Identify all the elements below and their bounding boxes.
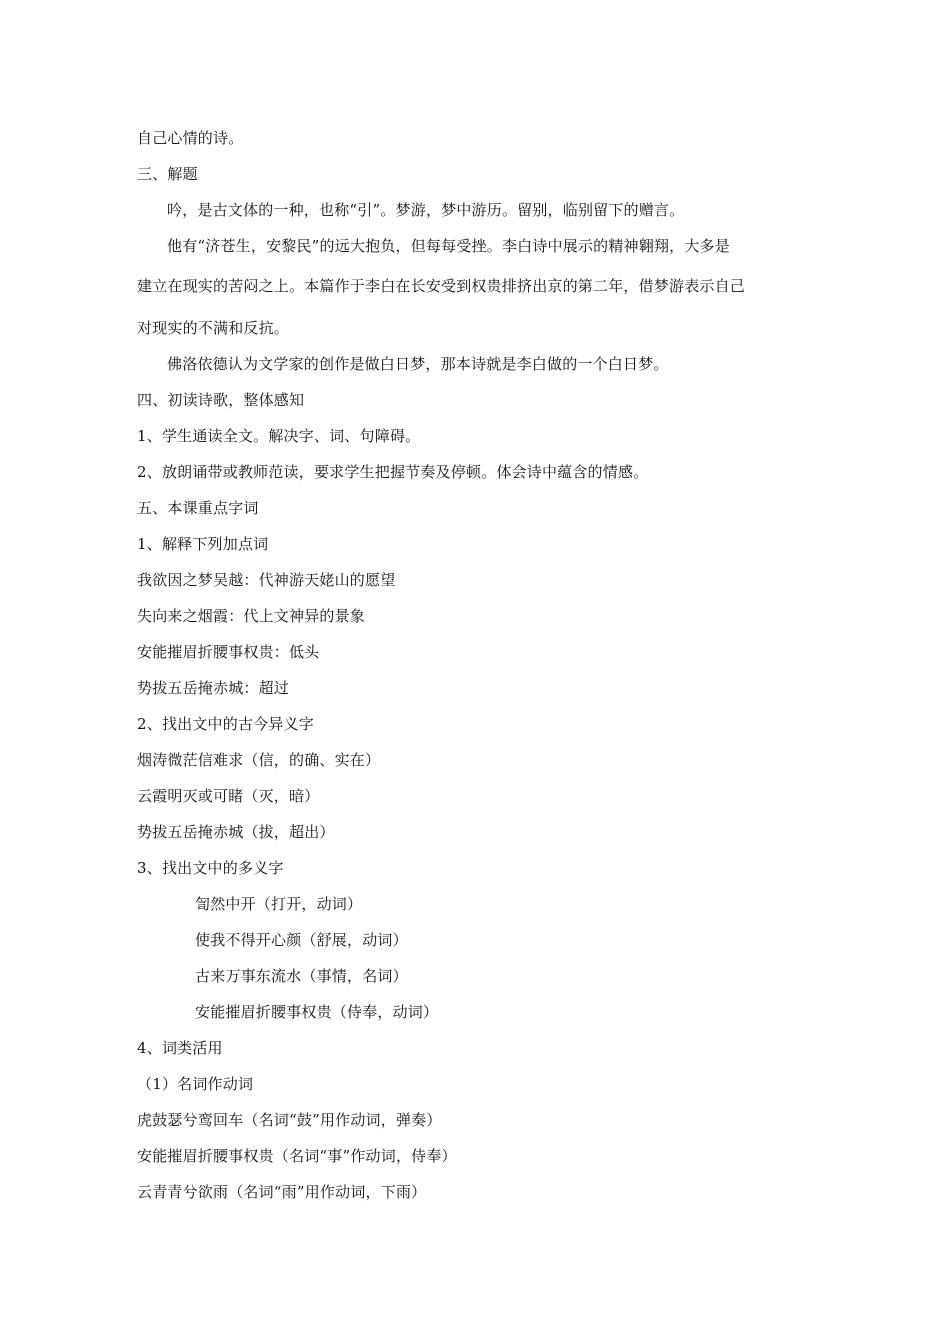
section-heading: 四、初读诗歌，整体感知 <box>137 391 305 409</box>
text-line: 势拔五岳掩赤城：超过 <box>137 679 290 697</box>
text-line: 吟，是古文体的一种，也称“引”。梦游，梦中游历。留别，临别留下的赠言。 <box>167 201 685 219</box>
text-line: 1、学生通读全文。解决字、词、句障碍。 <box>137 427 421 445</box>
text-line: 云霞明灭或可睹（灭，暗） <box>137 787 320 805</box>
text-line: 安能摧眉折腰事权贵：低头 <box>137 643 320 661</box>
text-line: 1、解释下列加点词 <box>137 535 269 553</box>
text-line: 佛洛依德认为文学家的创作是做白日梦，那本诗就是李白做的一个白日梦。 <box>167 355 669 373</box>
text-line: 他有“济苍生，安黎民”的远大抱负，但每每受挫。李白诗中展示的精神翱翔，大多是 <box>167 237 730 255</box>
text-line: 2、放朗诵带或教师范读，要求学生把握节奏及停顿。体会诗中蕴含的情感。 <box>137 463 649 481</box>
text-line: 虎鼓瑟兮鸾回车（名词“鼓”用作动词，弹奏） <box>137 1111 442 1129</box>
text-line: 势拔五岳掩赤城（拔，超出） <box>137 823 335 841</box>
text-line: 安能摧眉折腰事权贵（侍奉，动词） <box>195 1003 439 1021</box>
text-line: 使我不得开心颜（舒展，动词） <box>195 931 408 949</box>
text-line: 2、找出文中的古今异义字 <box>137 715 314 733</box>
text-line: 自己心情的诗。 <box>137 129 244 147</box>
text-line: 对现实的不满和反抗。 <box>137 319 290 337</box>
text-line: 古来万事东流水（事情，名词） <box>195 967 408 985</box>
text-line: 烟涛微茫信难求（信，的确、实在） <box>137 751 381 769</box>
text-line: 云青青兮欲雨（名词“雨”用作动词，下雨） <box>137 1183 427 1201</box>
text-line: 訇然中开（打开，动词） <box>195 895 363 913</box>
section-heading: 五、本课重点字词 <box>137 499 259 517</box>
text-line: 4、词类活用 <box>137 1039 223 1057</box>
text-line: 建立在现实的苦闷之上。本篇作于李白在长安受到权贵排挤出京的第二年，借梦游表示自己 <box>137 277 746 295</box>
text-line: 安能摧眉折腰事权贵（名词“事”作动词，侍奉） <box>137 1147 457 1165</box>
text-line: 我欲因之梦吴越：代神游天姥山的愿望 <box>137 571 396 589</box>
text-line: 3、找出文中的多义字 <box>137 859 284 877</box>
text-line: 失向来之烟霞：代上文神异的景象 <box>137 607 366 625</box>
text-line: （1）名词作动词 <box>137 1075 254 1093</box>
section-heading: 三、解题 <box>137 165 198 183</box>
